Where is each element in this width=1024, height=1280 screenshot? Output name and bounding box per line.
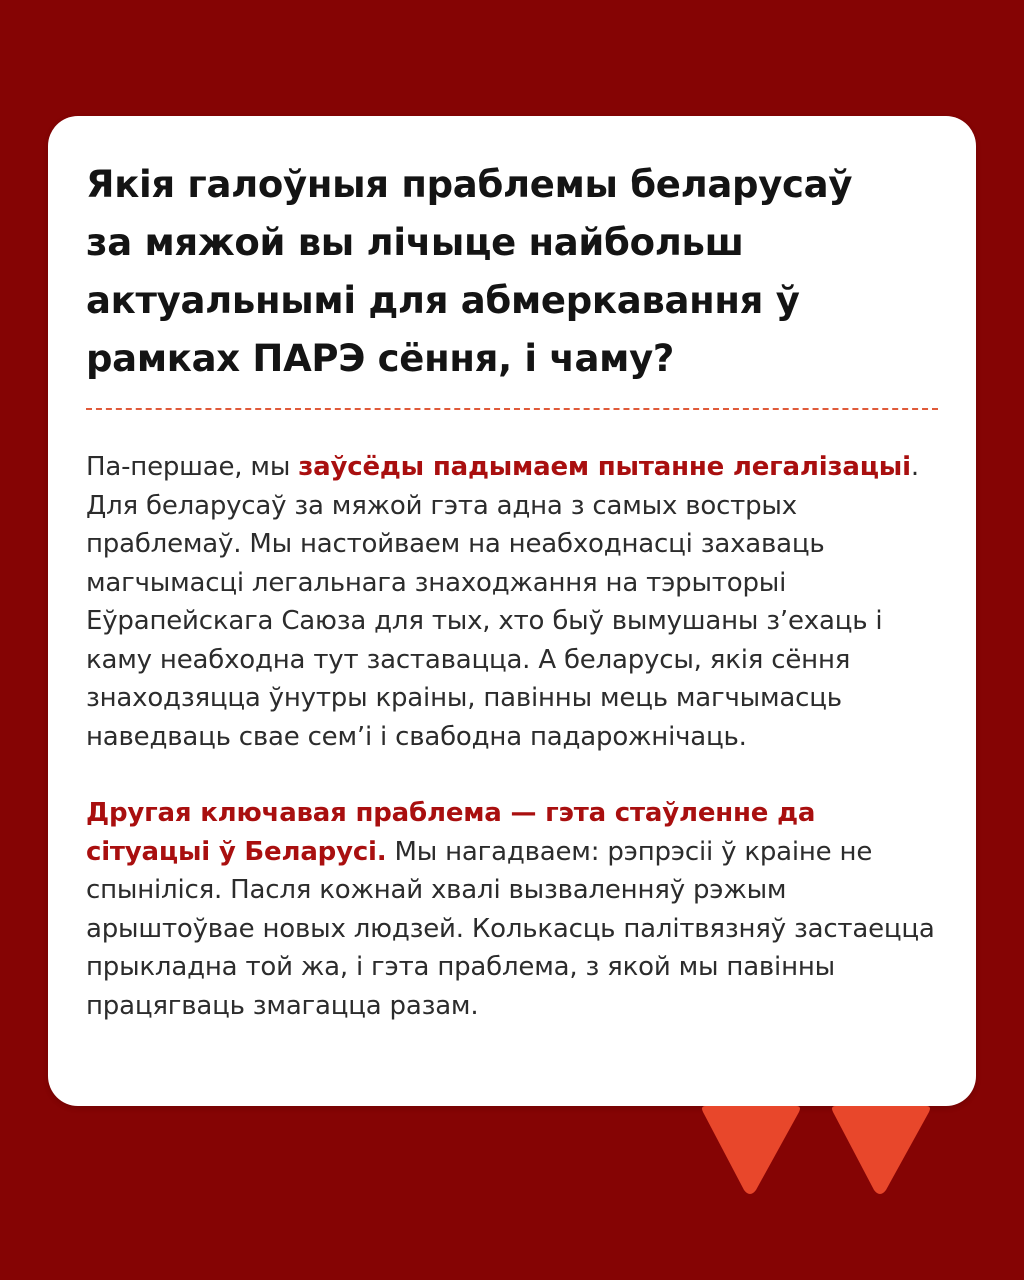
question-card [48,116,976,1106]
quote-mark-left [702,1106,800,1194]
answer-paragraph-1 [86,448,938,756]
closing-quote-marks-icon [700,1106,940,1206]
paragraph-1-intro: Па-першае, мы [86,452,299,482]
quote-mark-right [832,1106,930,1194]
paragraph-2-highlight: Другая ключавая праблема — гэта стаўленне да сітуацыі ў Беларусі. [86,798,816,867]
dashed-divider [86,408,938,410]
paragraph-2-body: Мы нагадваем: рэпрэсіі ў краіне не спыніліся. Пасля кожнай хвалі вызваленняў рэжым арыштоўвае новых людзей. Колькасць палітвязняў застаецца прыкладна той жа, і гэта праблема, з якой мы павінны працягваць змагацца разам. [86,836,935,1021]
answer-paragraph-2 [86,794,938,1025]
paragraph-1-highlight: заўсёды падымаем пытанне легалізацыі [298,452,911,482]
paragraph-1-body: . Для беларусаў за мяжой гэта адна з самых вострых праблемаў. Мы настойваем на неабходнасці захаваць магчымасці легальнага знаходжання на тэрыторыі Еўрапейскага Саюза для тых, хто быў вымушаны з’ехаць і каму неабходна тут заставацца. А беларусы, якія сёння знаходзяцца ўнутры краіны, павінны мець магчымасць наведваць свае сем’і і свабодна падарожнічаць. [86,452,919,752]
question-title: Якія галоўныя праблемы беларусаў за мяжой вы лічыце найбольш актуальнымі для абмеркавання ў рамках ПАРЭ сёння, і чаму? [86,163,853,380]
